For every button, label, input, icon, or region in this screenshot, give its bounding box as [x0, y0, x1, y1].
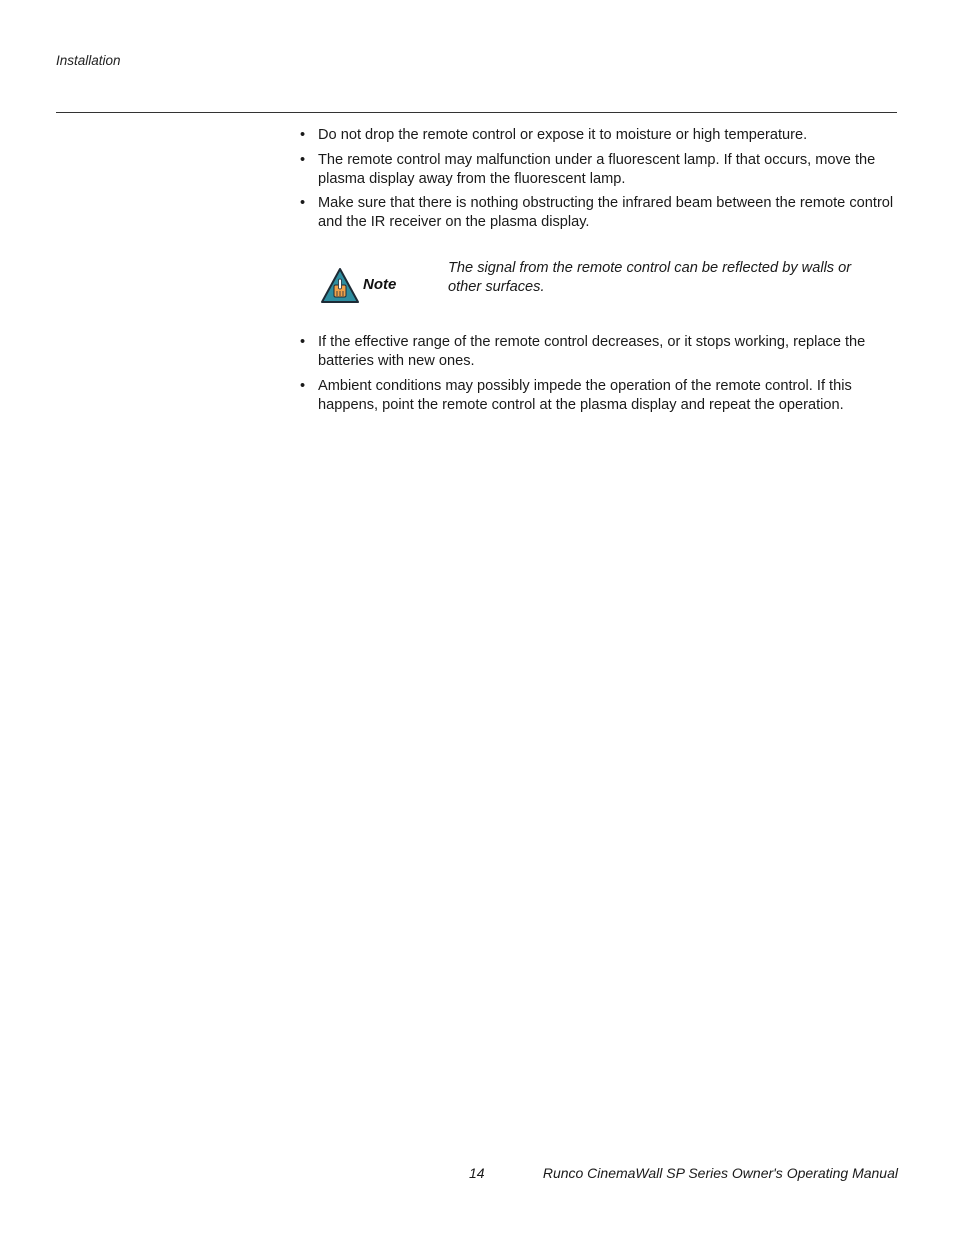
list-item: • Make sure that there is nothing obstructing the infrared beam between the remote control and the IR receiver on the plasma display. [300, 194, 900, 232]
note-label: Note [363, 276, 397, 293]
list-item: • If the effective range of the remote control decreases, or it stops working, replace the batteries with new ones. [300, 333, 900, 371]
header-rule [56, 112, 897, 113]
running-header-section: Installation [56, 53, 121, 68]
list-item: • The remote control may malfunction under a fluorescent lamp. If that occurs, move the plasma display away from the fluorescent lamp. [300, 151, 900, 189]
page-number: 14 [469, 1165, 485, 1181]
note-text: The signal from the remote control can be reflected by walls or other surfaces. [448, 260, 852, 295]
bullet-list-top [300, 126, 900, 238]
note-callout [321, 259, 901, 309]
bullet-list-bottom [300, 333, 900, 420]
list-item: • Ambient conditions may possibly impede the operation of the remote control. If this happens, point the remote control at the plasma display and repeat the operation. [300, 377, 900, 415]
note-hand-warning-icon [321, 268, 359, 303]
list-item: • Do not drop the remote control or expose it to moisture or high temperature. [300, 126, 900, 145]
manual-title: Runco CinemaWall SP Series Owner's Operating Manual [542, 1165, 898, 1181]
